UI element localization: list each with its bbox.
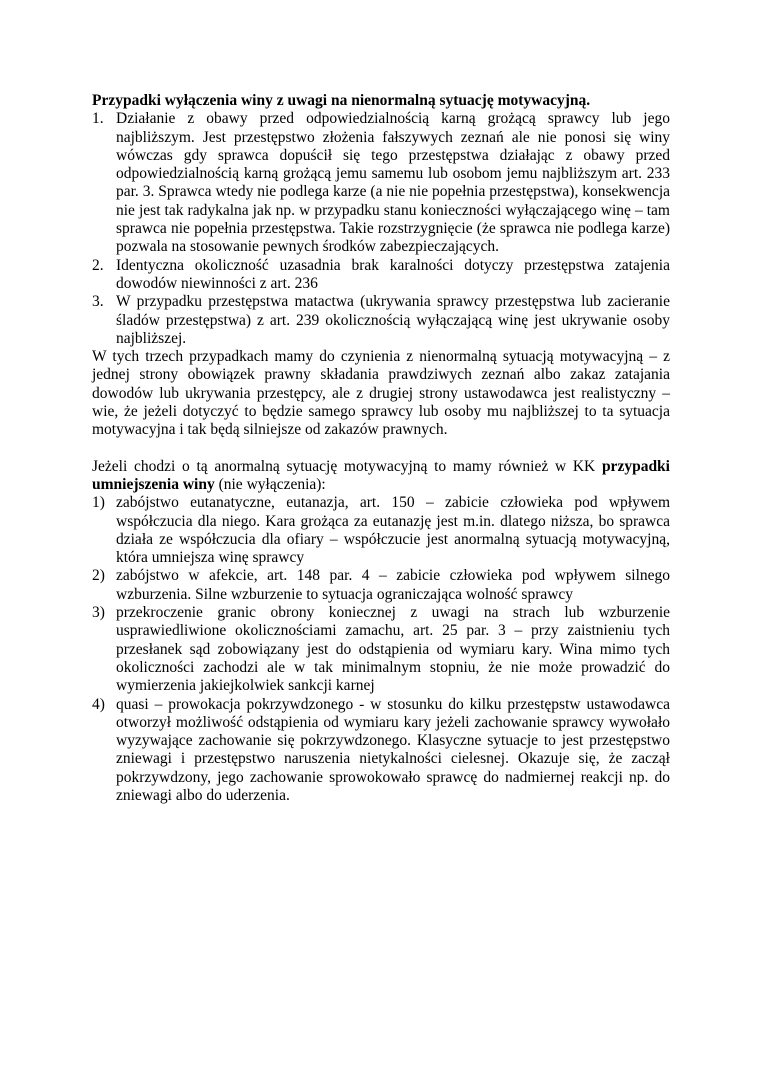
mitigation-list	[92, 494, 670, 805]
document-page	[92, 92, 670, 805]
list-item-text: quasi – prowokacja pokrzywdzonego - w stosunku do kilku przestępstw ustawodawca otworzył możliwość odstąpienia od wymiaru kary jeżeli zachowanie sprawcy wywołało wyzywające zachowanie się pokrzywdzonego. Klasyczne sytuacje to jest przestępstwo zniewagi i przestępstwo naruszenia nietykalności cielesnej. Okazuje się, że zaczął pokrzywdzony, jego zachowanie sprowokowało sprawcę do nadmiernej reakcji np. do zniewagi albo do uderzenia.	[116, 695, 670, 804]
list-number: 3)	[92, 604, 105, 622]
list-item	[92, 604, 670, 695]
list-number: 2.	[92, 256, 104, 274]
intro-text: Jeżeli chodzi o tą anormalną sytuację motywacyjną to mamy również w KK	[92, 457, 602, 475]
list-item-text: W przypadku przestępstwa matactwa (ukrywania sprawcy przestępstwa lub zacieranie śladów przestępstwa) z art. 239 okolicznością wyłączającą winę jest ukrywanie osoby najbliższej.	[116, 293, 670, 347]
summary-paragraph: W tych trzech przypadkach mamy do czynienia z nienormalną sytuacją motywacyjną – z jednej strony obowiązek prawny składania prawdziwych zeznań albo zakaz zatajania dowodów lub ukrywania przestępcy, ale z drugiej strony ustawodawca jest realistyczny – wie, że jeżeli dotyczyć to będzie samego sprawcy lub osoby mu najbliższej to ta sytuacja motywacyjna i tak będą silniejsze od zakazów prawnych.	[92, 348, 670, 439]
list-item-text: przekroczenie granic obrony koniecznej z uwagi na strach lub wzburzenie usprawiedliwione okolicznościami zamachu, art. 25 par. 3 – przy zaistnieniu tych przesłanek sąd zobowiązany jest do odstąpienia od wymiaru kary. Wina mimo tych okoliczności zachodzi ale w tak minimalnym stopniu, że nie może prowadzić do wymierzenia jakiejkolwiek sankcji karnej	[116, 604, 670, 695]
section-heading: Przypadki wyłączenia winy z uwagi na nienormalną sytuację motywacyjną.	[92, 92, 591, 109]
list-item-text: zabójstwo w afekcie, art. 148 par. 4 – zabicie człowieka pod wpływem silnego wzburzenia. Silne wzburzenie to sytuacja ograniczająca wolność sprawcy	[116, 567, 670, 603]
list-item	[92, 567, 670, 604]
exclusion-list	[92, 110, 670, 348]
intro-tail-text: (nie wyłączenia):	[214, 475, 326, 493]
paragraph-spacer	[92, 440, 670, 458]
list-number: 1.	[92, 110, 104, 128]
list-item	[92, 696, 670, 806]
list-number: 3.	[92, 293, 104, 311]
list-item-text: Działanie z obawy przed odpowiedzialnością karną grożącą sprawcy lub jego najbliższym. Jest przestępstwo złożenia fałszywych zeznań ale nie ponosi się winy wówczas gdy sprawca dopuścił się tego przestępstwa działając z obawy przed odpowiedzialnością karną grożącą jemu samemu lub osobom jemu najbliższym art. 233 par. 3. Sprawca wtedy nie podlega karze (a nie nie popełnia przestępstwa), konsekwencja nie jest tak radykalna jak np. w przypadku stanu konieczności wyłączającego winę – tam sprawca nie popełnia przestępstwa. Takie rozstrzygnięcie (że sprawca nie podlega karze) pozwala na stosowanie pewnych środków zabezpieczających.	[116, 110, 670, 256]
list-item-text: Identyczna okoliczność uzasadnia brak karalności dotyczy przestępstwa zatajenia dowodów niewinności z art. 236	[116, 256, 670, 292]
intro-bold-text: przypadki umniejszenia winy	[92, 457, 670, 493]
list-item-text: zabójstwo eutanatyczne, eutanazja, art. 150 – zabicie człowieka pod wpływem współczucia dla niego. Kara grożąca za eutanazję jest m.in. dlatego niższa, bo sprawca działa ze współczucia dla ofiary – współczucie jest anormalną sytuacją motywacyjną, która umniejsza winę sprawcy	[116, 494, 670, 567]
list-item	[92, 494, 670, 567]
list-number: 1)	[92, 494, 105, 512]
list-number: 2)	[92, 567, 105, 585]
list-item	[92, 257, 670, 294]
list-number: 4)	[92, 695, 105, 713]
intro-paragraph	[92, 458, 670, 495]
list-item	[92, 110, 670, 256]
list-item	[92, 293, 670, 348]
